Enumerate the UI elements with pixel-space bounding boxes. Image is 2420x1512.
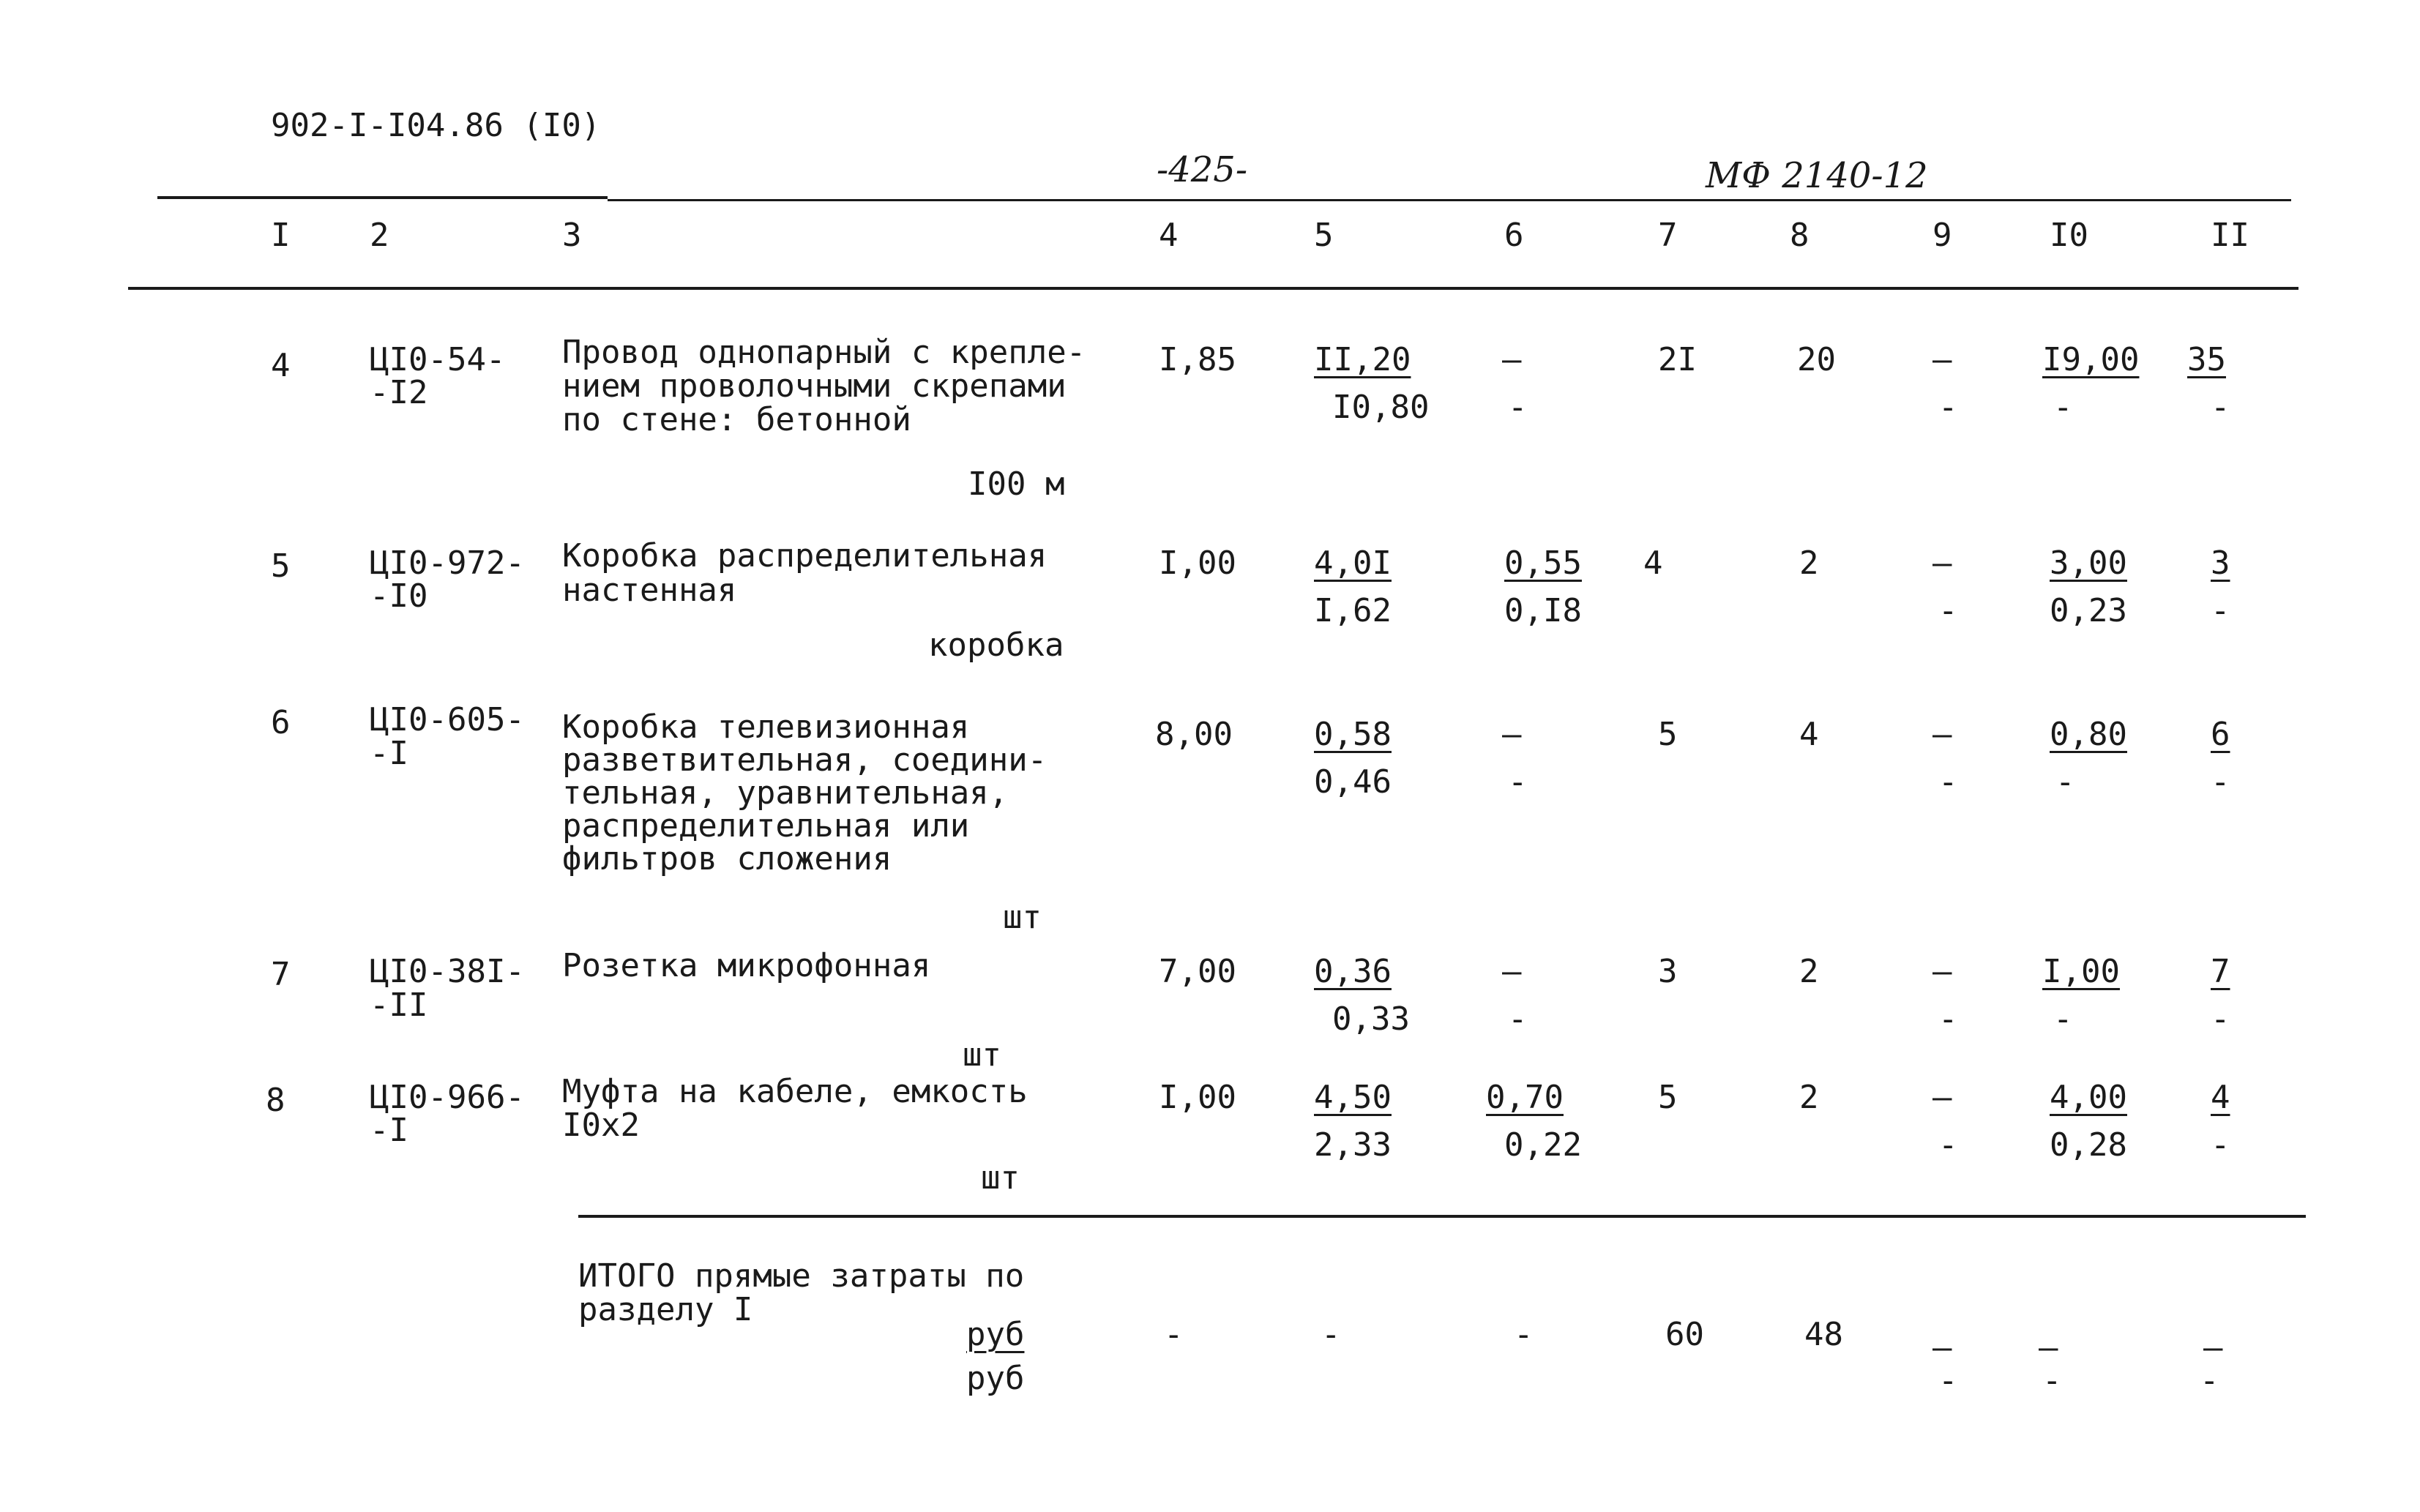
col11-top: 3	[2211, 544, 2230, 582]
total-label-line2: разделу I	[578, 1291, 753, 1328]
col6-bottom: -	[1508, 389, 1528, 426]
row-number: 6	[271, 704, 291, 741]
item-code-line1: ЦI0-966-	[370, 1079, 525, 1116]
total-label-line1: ИТОГО прямые затраты по	[578, 1257, 1025, 1295]
item-code-line1: ЦI0-972-	[370, 544, 525, 582]
col9-bottom: -	[1938, 1126, 1958, 1164]
unit-cost-bottom: 0,46	[1314, 763, 1392, 801]
col-header-11: II	[2211, 217, 2249, 254]
totals-rule	[578, 1215, 2306, 1218]
header-rule	[128, 287, 2298, 290]
row-number: 8	[266, 1082, 285, 1119]
col-header-3: 3	[562, 217, 582, 254]
col7-value: 3	[1658, 953, 1678, 990]
col-header-9: 9	[1932, 217, 1952, 254]
unit-cost-top: 0,36	[1314, 953, 1392, 990]
col11-bottom: -	[2211, 1126, 2230, 1164]
col-header-2: 2	[370, 217, 389, 254]
col10-top: 4,00	[2050, 1079, 2127, 1116]
col9-top: —	[1932, 953, 1952, 990]
item-code-line1: ЦI0-54-	[370, 341, 506, 378]
col9-top: —	[1932, 544, 1952, 582]
col7-value: 5	[1658, 1079, 1678, 1116]
top-rule-right	[608, 199, 2291, 201]
row-number: 4	[271, 347, 291, 384]
col7-value: 2I	[1658, 341, 1697, 378]
col11-top: 6	[2211, 716, 2230, 753]
col8-value: 20	[1797, 341, 1836, 378]
col6-top: —	[1502, 341, 1522, 378]
item-unit: I00 м	[968, 465, 1065, 503]
total-col9-top: —	[1932, 1329, 1952, 1366]
col10-bottom: -	[2053, 1000, 2073, 1038]
item-description-line1: Провод однопарный с крепле-	[562, 334, 1086, 371]
item-description-line1: Розетка микрофонная	[562, 947, 931, 984]
handwritten-reference: МФ 2140-12	[1706, 155, 1928, 196]
col9-top: —	[1932, 716, 1952, 753]
unit-cost-top: II,20	[1314, 341, 1411, 378]
col-header-8: 8	[1790, 217, 1810, 254]
doc-code: 902-I-I04.86 (I0)	[271, 107, 601, 144]
col9-bottom: -	[1938, 763, 1958, 801]
item-unit: шт	[963, 1036, 1001, 1074]
col10-top: I,00	[2042, 953, 2120, 990]
item-unit: шт	[1003, 899, 1042, 936]
col9-bottom: -	[1938, 389, 1958, 426]
col10-bottom: 0,28	[2050, 1126, 2127, 1164]
total-col5: -	[1321, 1316, 1341, 1353]
col6-bottom: 0,I8	[1504, 592, 1582, 629]
col9-top: —	[1932, 1079, 1952, 1116]
row-number: 5	[271, 547, 291, 585]
quantity: 7,00	[1159, 953, 1236, 990]
col10-bottom: -	[2053, 389, 2073, 426]
quantity: I,00	[1159, 1079, 1236, 1116]
item-description-line3: тельная, уравнительная,	[562, 774, 1009, 812]
row-number: 7	[271, 956, 291, 993]
col11-bottom: -	[2211, 763, 2230, 801]
item-unit: шт	[981, 1159, 1020, 1197]
quantity: I,85	[1159, 341, 1236, 378]
col9-bottom: -	[1938, 1000, 1958, 1038]
item-code-line2: -I	[370, 1112, 408, 1149]
col6-top: 0,70	[1486, 1079, 1564, 1116]
total-unit-2: руб	[966, 1360, 1025, 1397]
quantity: 8,00	[1155, 716, 1233, 753]
col6-bottom: -	[1508, 1000, 1528, 1038]
item-description-line1: Коробка распределительная	[562, 537, 1047, 575]
col7-value: 5	[1658, 716, 1678, 753]
col10-top: I9,00	[2042, 341, 2140, 378]
quantity: I,00	[1159, 544, 1236, 582]
col-header-1: I	[271, 217, 291, 254]
item-description-line2: настенная	[562, 572, 737, 609]
item-code-line2: -I2	[370, 374, 428, 411]
total-unit-1: руб	[966, 1316, 1025, 1353]
item-description-line5: фильтров сложения	[562, 840, 892, 877]
total-col10-top: —	[2039, 1329, 2058, 1366]
total-col6: -	[1514, 1316, 1534, 1353]
item-description-line3: по стене: бетонной	[562, 401, 911, 438]
col8-value: 2	[1799, 544, 1819, 582]
col6-top: —	[1502, 716, 1522, 753]
col-header-6: 6	[1504, 217, 1524, 254]
col11-bottom: -	[2211, 389, 2230, 426]
col8-value: 2	[1799, 953, 1819, 990]
item-description-line2: разветвительная, соедини-	[562, 741, 1047, 779]
unit-cost-bottom: I,62	[1314, 592, 1392, 629]
col8-value: 2	[1799, 1079, 1819, 1116]
item-code-line2: -I0	[370, 577, 428, 615]
unit-cost-bottom: 2,33	[1314, 1126, 1392, 1164]
col6-bottom: -	[1508, 763, 1528, 801]
item-code-line1: ЦI0-38I-	[370, 953, 525, 990]
col-header-5: 5	[1314, 217, 1334, 254]
item-description-line1: Муфта на кабеле, емкость	[562, 1073, 1028, 1110]
col11-top: 7	[2211, 953, 2230, 990]
col6-bottom: 0,22	[1504, 1126, 1582, 1164]
total-col10-bottom: -	[2042, 1362, 2062, 1399]
item-description-line1: Коробка телевизионная	[562, 708, 970, 746]
unit-cost-top: 4,50	[1314, 1079, 1392, 1116]
total-col7: 60	[1665, 1316, 1704, 1353]
item-code-line1: ЦI0-605-	[370, 701, 525, 738]
unit-cost-bottom: 0,33	[1332, 1000, 1410, 1038]
col-header-4: 4	[1159, 217, 1179, 254]
col10-top: 0,80	[2050, 716, 2127, 753]
total-col4: -	[1164, 1316, 1184, 1353]
col11-top: 4	[2211, 1079, 2230, 1116]
col8-value: 4	[1799, 716, 1819, 753]
col6-top: 0,55	[1504, 544, 1582, 582]
col11-top: 35	[2187, 341, 2226, 378]
total-col9-bottom: -	[1938, 1362, 1958, 1399]
page-number: -425-	[1157, 149, 1248, 190]
col9-bottom: -	[1938, 592, 1958, 629]
col11-bottom: -	[2211, 1000, 2230, 1038]
col10-top: 3,00	[2050, 544, 2127, 582]
col11-bottom: -	[2211, 592, 2230, 629]
total-col11-top: —	[2203, 1329, 2223, 1366]
unit-cost-top: 0,58	[1314, 716, 1392, 753]
col10-bottom: -	[2055, 763, 2075, 801]
item-description-line2: нием проволочными скрепами	[562, 367, 1067, 405]
col10-bottom: 0,23	[2050, 592, 2127, 629]
total-col11-bottom: -	[2200, 1362, 2219, 1399]
item-code-line2: -II	[370, 987, 428, 1024]
item-description-line4: распределительная или	[562, 807, 970, 845]
total-col8: 48	[1804, 1316, 1843, 1353]
item-unit: коробка	[928, 626, 1064, 664]
top-rule-left	[157, 196, 608, 199]
item-description-line2: I0х2	[562, 1107, 640, 1144]
item-code-line2: -I	[370, 735, 408, 772]
col-header-7: 7	[1658, 217, 1678, 254]
col-header-10: I0	[2050, 217, 2088, 254]
unit-cost-bottom: I0,80	[1332, 389, 1430, 426]
unit-cost-top: 4,0I	[1314, 544, 1392, 582]
col9-top: —	[1932, 341, 1952, 378]
col6-top: —	[1502, 953, 1522, 990]
col7-value: 4	[1643, 544, 1663, 582]
